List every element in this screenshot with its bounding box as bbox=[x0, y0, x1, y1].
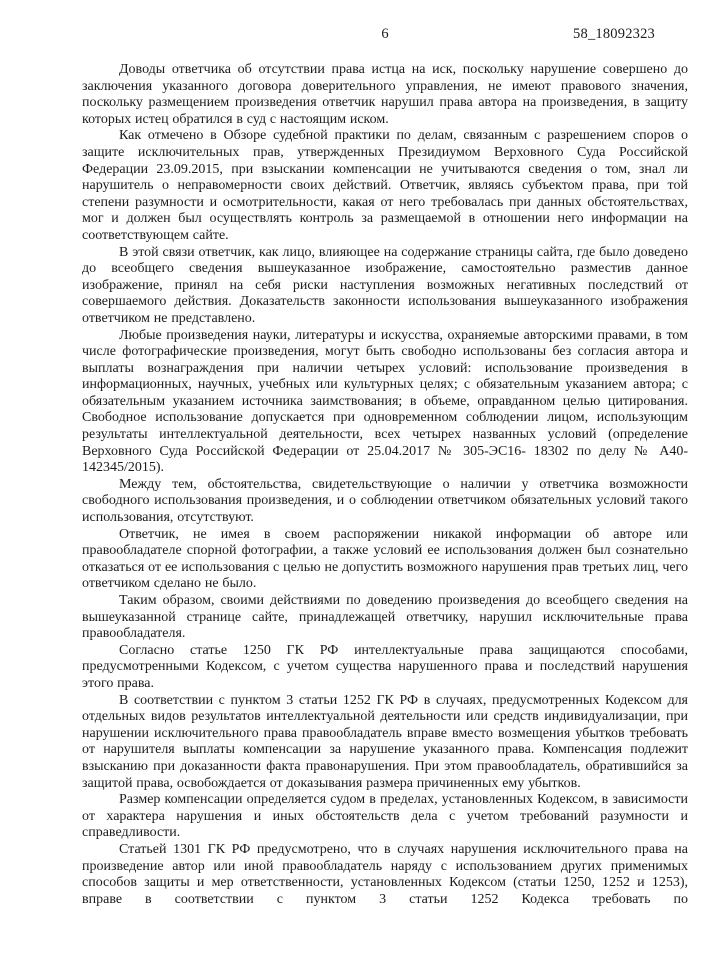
page-content bbox=[82, 26, 688, 908]
document-body bbox=[82, 62, 688, 908]
paragraph: Таким образом, своими действиями по доведению произведения до всеобщего сведения на вышеуказанной странице сайте, принадлежащей ответчику, нарушил исключительные права правообладателя. bbox=[82, 593, 688, 642]
paragraph: Ответчик, не имея в своем распоряжении никакой информации об авторе или правообладателе спорной фотографии, а также условий ее использования должен был сознательно отказаться от ее использования с целью не допустить возможного нарушения прав третьих лиц, чего ответчиком сделано не было. bbox=[82, 526, 688, 592]
document-number: 58_18092323 bbox=[573, 26, 655, 42]
paragraph: Статьей 1301 ГК РФ предусмотрено, что в случаях нарушения исключительного права на произведение автор или иной правообладатель наряду с использованием других применимых способов защиты и мер ответственности, установленных Кодексом (статьи 1250, 1252 и 1253), вправе в соответствии с пунктом 3 статьи 1252 Кодекса требовать по bbox=[82, 841, 688, 907]
page-header bbox=[82, 26, 688, 46]
paragraph: Между тем, обстоятельства, свидетельствующие о наличии у ответчика возможности свободного использования произведения, и о соблюдении ответчиком обязательных условий такого использования, отсутствуют. bbox=[82, 476, 688, 526]
paragraph: Доводы ответчика об отсутствии права истца на иск, поскольку нарушение совершено до заключения указанного договора доверительного управления, не имеют правового значения, поскольку размещением произведения ответчик нарушил права автора на произведения, в защиту которых истец обратился в суд с настоящим иском. bbox=[82, 62, 688, 127]
page-number: 6 bbox=[381, 26, 389, 42]
paragraph: Любые произведения науки, литературы и искусства, охраняемые авторскими правами, в том числе фотографические произведения, могут быть свободно использованы без согласия автора и выплаты вознаграждения при наличии четырех условий: использование произведения в информационных, научных, учебных или культурных целях; с обязательным указанием автора; с обязательным указанием источника заимствования; в объеме, оправданном целью цитирования. Свободное использование допускается при одновременном соблюдении лицом, использующим результаты интеллектуальной деятельности, всех четырех названных условий (определение Верховного Суда Российской Федерации от 25.04.2017 № 305-ЭС16- 18302 по делу № А40- 142345/2015). bbox=[82, 327, 688, 476]
paragraph: В этой связи ответчик, как лицо, влияющее на содержание страницы сайта, где было доведено до всеобщего сведения вышеуказанное изображение, самостоятельно разместив данное изображение, принял на себя риски наступления возможных негативных последствий от совершаемого действия. Доказательств законности использования вышеуказанного изображения ответчиком не представлено. bbox=[82, 244, 688, 326]
paragraph: Размер компенсации определяется судом в пределах, установленных Кодексом, в зависимости от характера нарушения и иных обстоятельств дела с учетом требований разумности и справедливости. bbox=[82, 792, 688, 841]
paragraph: В соответствии с пунктом 3 статьи 1252 ГК РФ в случаях, предусмотренных Кодексом для отдельных видов результатов интеллектуальной деятельности или средств индивидуализации, при нарушении исключительного права правообладатель вправе вместо возмещения убытков требовать от нарушителя выплаты компенсации за нарушение указанного права. Компенсация подлежит взысканию при доказанности факта правонарушения. При этом правообладатель, обратившийся за защитой права, освобождается от доказывания размера причиненных ему убытков. bbox=[82, 692, 688, 791]
paragraph: Как отмечено в Обзоре судебной практики по делам, связанным с разрешением споров о защите исключительных прав, утвержденных Президиумом Верховного Суда Российской Федерации 23.09.2015, при взыскании компенсации не учитываются сведения о том, знал ли нарушитель о неправомерности своих действий. Ответчик, являясь субъектом права, при той степени разумности и осмотрительности, какая от него требовалась при данных обстоятельствах, мог и должен был осуществлять контроль за размещаемой в отношении него информации на соответствующем сайте. bbox=[82, 128, 688, 243]
paragraph: Согласно статье 1250 ГК РФ интеллектуальные права защищаются способами, предусмотренными Кодексом, с учетом существа нарушенного права и последствий нарушения этого права. bbox=[82, 642, 688, 691]
